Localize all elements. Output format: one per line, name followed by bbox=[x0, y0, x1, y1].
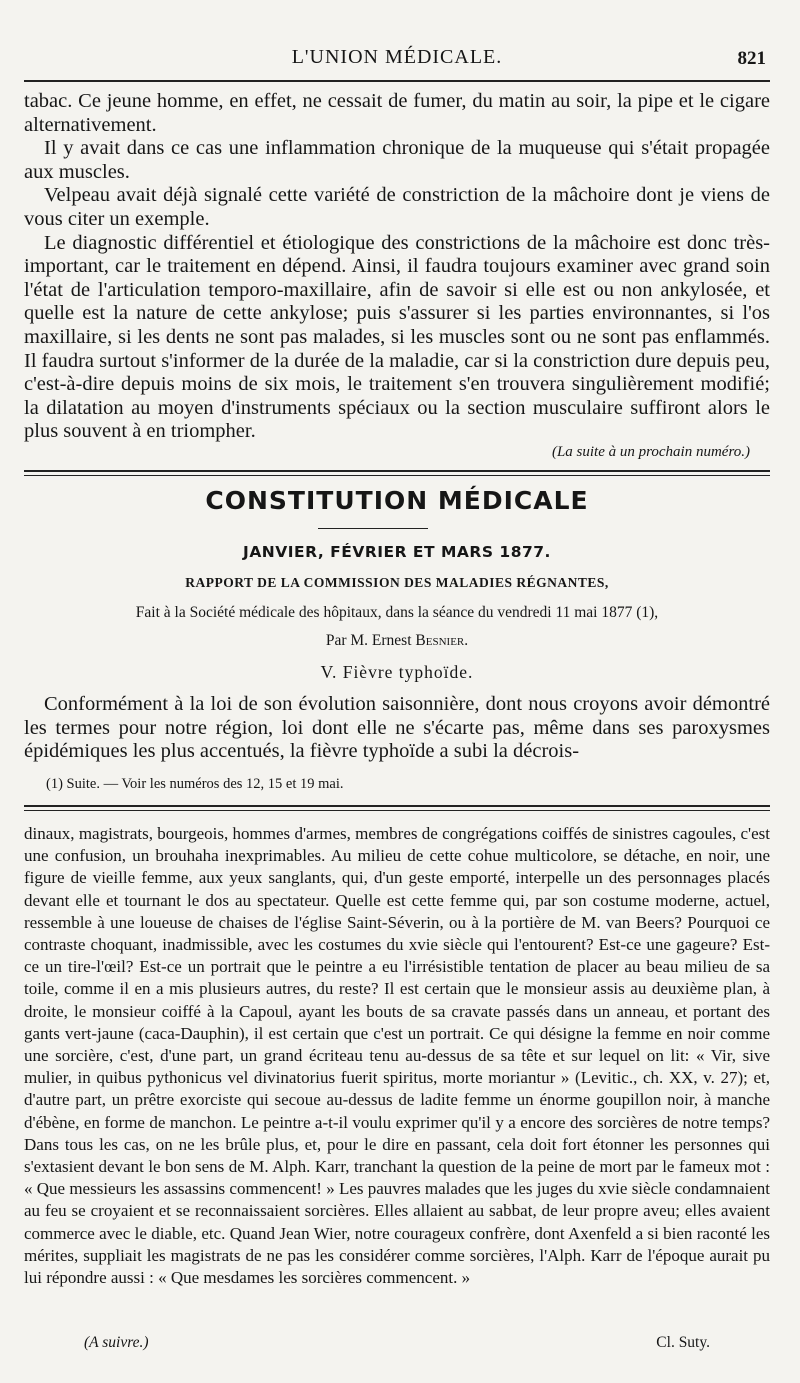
report-author bbox=[24, 632, 770, 650]
feuilleton-rule-thin bbox=[24, 810, 770, 811]
report-circumstance: Fait à la Société médicale des hôpitaux, dans la séance du vendredi 11 mai 1877 (1), bbox=[135, 604, 659, 621]
title-underline bbox=[318, 528, 428, 529]
author-prefix: Par M. Ernest bbox=[325, 632, 416, 649]
footnote-text: (1) Suite. — Voir les numéros des 12, 15 et 19 mai. bbox=[46, 776, 344, 792]
paragraph: dinaux, magistrats, bourgeois, hommes d'armes, membres de congrégations coiffés de sinistres cagoules, c'est une confusion, un brouhaha inexprimables. Au milieu de cette cohue multicolore, se détache, en noir, une figure de vieille femme, aux yeux sanglants, qui, d'un geste emporté, interpelle un des personnages placés devant elle et tournant le dos au spectateur. Quelle est cette femme qui, par son costume moderne, actuel, ressemble à une loueuse de chaises de l'église Saint-Séverin, ou à la portière de M. van Beers? Pourquoi ce contraste choquant, inadmissible, avec les costumes du xvie siècle qui l'entourent? Est-ce une gageure? Est-ce un tire-l'œil? Est-ce un portrait que le peintre a eu l'irrésistible tentation de placer au beau milieu de sa toile, comme il en a mis plusieurs autres, du reste? Il est certain que le monsieur assis au deuxième plan, à droite, le monsieur coiffé à la Capoul, ayant les bouts de sa cravate passés dans un anneau, et portant des gants vert-jaune (caca-Dauphin), il est certain que c'est un portrait. Ce qui désigne la femme en noir comme une sorcière, c'est, d'une part, un grand écriteau tenu au-dessus de sa tête et sur lequel on lit: « Vir, sive mulier, in quibus pythonicus vel divinatorius fuerit spiritus, morte moriantur » (Levitic., ch. XX, v. 27); et, d'autre part, un prêtre exorciste qui secoue au-dessus de ladite femme un énorme goupillon noir, à manche d'ébène, en forme de manchon. Le peintre a-t-il voulu exprimer qu'il y a encore des sorcières de notre temps? Dans tous les cas, on ne les brûle plus, et, pour le dire en passant, cela doit fort étonner les personnes qui s'extasient devant le bon sens de M. Alph. Karr, tranchant la question de la peine de mort par le fameux mot : « Que messieurs les assassins commencent! » Les pauvres malades que les juges du xvie siècle condamnaient au feu se croyaient et se reconnaissaient sorcières. Elles allaient au sabbat, de leur propre aveu; elles avaient commerce avec le diable, etc. Quand Jean Wier, notre courageux confrère, dont Axenfeld a si bien raconté les mérites, suppliait les magistrats de ne pas les considérer comme sorcières, l'Alph. Karr de l'époque aurait pu lui répondre aussi : « Que mesdames les sorcières commencent. » bbox=[24, 824, 770, 1288]
running-head bbox=[24, 44, 770, 74]
page-number: 821 bbox=[737, 48, 766, 69]
to-follow: (A suivre.) bbox=[84, 1334, 149, 1351]
paragraph: Il y avait dans ce cas une inflammation chronique de la muqueuse qui s'était propagée aux muscles. bbox=[24, 137, 770, 183]
report-title: RAPPORT DE LA COMMISSION DES MALADIES RÉGNANTES, bbox=[185, 575, 609, 590]
section-title-block bbox=[24, 486, 770, 515]
paragraph: Velpeau avait déjà signalé cette variété de constriction de la mâchoire dont je viens de vous citer un exemple. bbox=[24, 184, 770, 230]
suite-note bbox=[24, 444, 770, 461]
feuilleton-body bbox=[24, 823, 770, 1289]
author-suffix: . bbox=[464, 632, 469, 649]
report-dates: JANVIER, FÉVRIER ET MARS 1877. bbox=[243, 543, 551, 561]
running-title: L'UNION MÉDICALE. bbox=[291, 46, 503, 68]
signoff bbox=[24, 1334, 770, 1354]
suite-note-text: (La suite à un prochain numéro.) bbox=[551, 444, 750, 460]
section-rule-thin bbox=[24, 475, 770, 476]
section-rule bbox=[24, 470, 770, 472]
footnote bbox=[24, 776, 770, 793]
subsection-title: V. Fièvre typhoïde. bbox=[320, 662, 474, 682]
author-name: Besnier bbox=[415, 632, 465, 649]
feuilleton-rule bbox=[24, 805, 770, 807]
paragraph: tabac. Ce jeune homme, en effet, ne cessait de fumer, du matin au soir, la pipe et le cigare alternativement. bbox=[24, 90, 770, 136]
constitution-body bbox=[24, 693, 770, 764]
paragraph: Conformément à la loi de son évolution saisonnière, dont nous croyons avoir démontré les termes pour notre région, loi dont elle ne s'écarte pas, même dans ses paroxysmes épidémiques les plus accentués, la fièvre typhoïde a subi la décrois- bbox=[24, 693, 770, 763]
section-title: CONSTITUTION MÉDICALE bbox=[205, 486, 589, 515]
header-rule bbox=[24, 80, 770, 82]
paragraph: Le diagnostic différentiel et étiologique des constrictions de la mâchoire est donc très-important, car le traitement en dépend. Ainsi, il faudra toujours examiner avec grand soin l'état de l'articulation temporo-maxillaire, afin de savoir si elle est ou non ankylosée, et quelle est la nature de cette ankylose; puis s'assurer si les parties environnantes, si l'os maxillaire, si les dents ne sont pas malades, si les muscles sont ou ne sont pas enflammés. Il faudra surtout s'informer de la durée de la maladie, car si la constriction dure depuis peu, c'est-à-dire depuis moins de six mois, le traitement s'en trouvera singulièrement modifié; la dilatation au moyen d'instruments spéciaux ou la section musculaire suffiront alors le plus souvent à en triompher. bbox=[24, 231, 770, 443]
top-article bbox=[24, 90, 770, 444]
signature: Cl. Suty. bbox=[656, 1334, 710, 1351]
